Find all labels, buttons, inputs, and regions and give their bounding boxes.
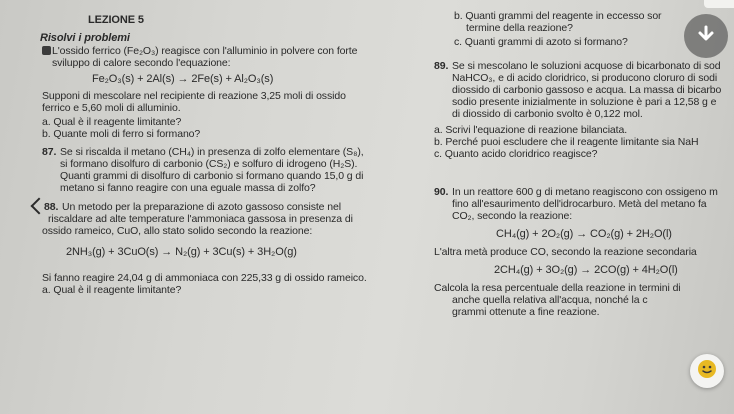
problem-87-line-4: metano si fanno reagire con una eguale massa di zolfo?	[60, 182, 316, 194]
problem-90-number: 90.	[434, 186, 449, 198]
problem-88-equation: 2NH₃(g) + 3CuO(s) → N₂(g) + 3Cu(s) + 3H₂O(g)	[66, 246, 297, 258]
problem-89-line-3: diossido di carbonio gassoso e acqua. La massa di bicarbo	[452, 84, 722, 96]
problem-87-line-2: si formano disolfuro di carbonio (CS₂) e solfuro di idrogeno (H₂S).	[60, 158, 358, 170]
problem-90-equation-2: 2CH₄(g) + 3O₂(g) → 2CO(g) + 4H₂O(l)	[494, 264, 678, 276]
problem-88-line-2: riscaldare ad alte temperature l'ammoniaca gassosa in presenza di	[48, 213, 353, 225]
problem-88-line-1: Un metodo per la preparazione di azoto gassoso consiste nel	[62, 201, 341, 213]
problem-86-line-1: L'ossido ferrico (Fe₂O₃) reagisce con l'alluminio in polvere con forte	[52, 45, 358, 57]
problem-86-question-a: a. Qual è il reagente limitante?	[42, 116, 182, 128]
problem-88-question-a: a. Qual è il reagente limitante?	[42, 284, 182, 296]
problem-89-line-4: sodio presente inizialmente in soluzione è pari a 12,58 g e	[452, 96, 717, 108]
lesson-header: LEZIONE 5	[88, 14, 144, 26]
problem-89-number: 89.	[434, 60, 449, 72]
problem-marker-icon	[42, 46, 51, 55]
problem-90-end-line-3: grammi ottenute a fine reazione.	[452, 306, 600, 318]
assistant-button[interactable]	[690, 354, 724, 388]
problem-89-line-2: NaHCO₃, e di acido cloridrico, si producono cloruro di sodi	[452, 72, 718, 84]
problem-88-line-3: ossido rameico, CuO, allo stato solido secondo la reazione:	[42, 225, 313, 237]
problem-89-line-5: di diossido di carbonio svolto è 0,122 mol.	[452, 108, 643, 120]
problem-86-question-b: b. Quante moli di ferro si formano?	[42, 128, 201, 140]
problem-90-equation-1: CH₄(g) + 2O₂(g) → CO₂(g) + 2H₂O(l)	[496, 228, 672, 240]
sparkle-smiley-icon	[696, 358, 718, 385]
problem-89-line-1: Se si mescolano le soluzioni acquose di bicarbonato di sod	[452, 60, 721, 72]
problem-87-line-3: Quanti grammi di disolfuro di carbonio si formano quando 15,0 g di	[60, 170, 364, 182]
problem-88-text2-line-1: Si fanno reagire 24,04 g di ammoniaca con 225,33 g di ossido rameico.	[42, 272, 367, 284]
problem-89-question-a: a. Scrivi l'equazione di reazione bilanciata.	[434, 124, 628, 136]
right-top-question-c: c. Quanti grammi di azoto si formano?	[454, 36, 628, 48]
problem-90-end-line-1: Calcola la resa percentuale della reazione in termini di	[434, 282, 681, 294]
problem-90-line-1: In un reattore 600 g di metano reagiscono con ossigeno m	[452, 186, 718, 198]
problem-90-line-3: CO₂, secondo la reazione:	[452, 210, 573, 222]
problem-87-line-1: Se si riscalda il metano (CH₄) in presenza di zolfo elementare (S₈),	[60, 146, 364, 158]
problem-90-middle-text: L'altra metà produce CO, secondo la reazione secondaria	[434, 246, 697, 258]
problem-90-end-line-2: anche quella relativa all'acqua, nonché la c	[452, 294, 648, 306]
down-arrow-icon	[696, 24, 716, 49]
right-top-question-b: b. Quanti grammi del reagente in eccesso sor	[454, 10, 662, 22]
problem-90-line-2: fino all'esaurimento dell'idrocarburo. Metà del metano fa	[452, 198, 707, 210]
problem-88-number: 88.	[44, 201, 59, 213]
section-title: Risolvi i problemi	[40, 32, 130, 44]
problem-87-number: 87.	[42, 146, 57, 158]
download-button[interactable]	[684, 14, 728, 58]
problem-89-question-c: c. Quanto acido cloridrico reagisce?	[434, 148, 598, 160]
problem-86-equation: Fe₂O₃(s) + 2Al(s) → 2Fe(s) + Al₂O₃(s)	[92, 73, 274, 85]
problem-86-text2-line-1: Supponi di mescolare nel recipiente di reazione 3,25 moli di ossido	[42, 90, 346, 102]
top-right-tab[interactable]	[704, 0, 734, 8]
problem-89-question-b: b. Perché puoi escludere che il reagente limitante sia NaH	[434, 136, 699, 148]
problem-86-text2-line-2: ferrico e 5,60 moli di alluminio.	[42, 102, 181, 114]
problem-86-line-2: sviluppo di calore secondo l'equazione:	[52, 57, 231, 69]
right-top-question-b-cont: termine della reazione?	[466, 22, 573, 34]
